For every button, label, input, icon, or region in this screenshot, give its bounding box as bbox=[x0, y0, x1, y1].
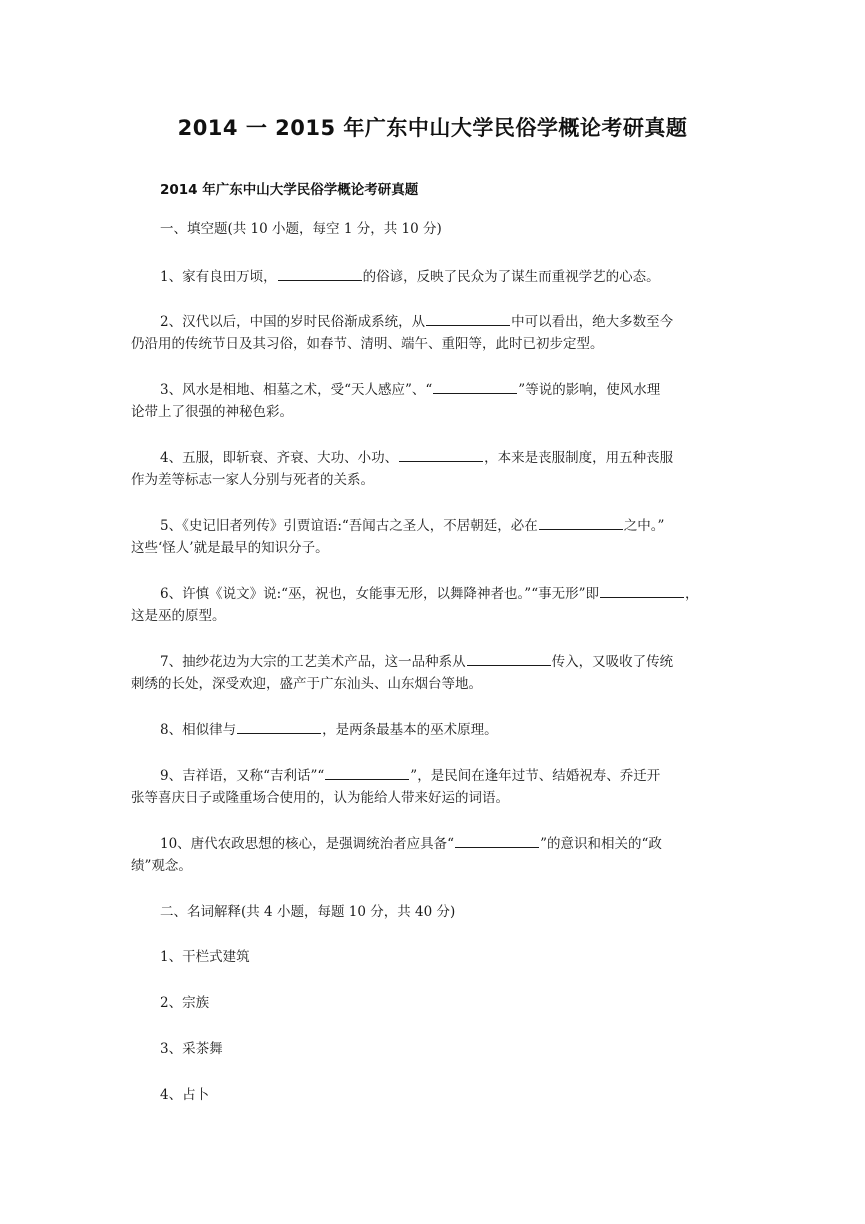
answer-blank bbox=[539, 514, 623, 530]
answer-blank bbox=[455, 832, 539, 848]
question-6: 6、许慎《说文》说:“巫，祝也，女能事无形，以舞降神者也。”“事无形”即 ， bbox=[160, 582, 750, 606]
question-6-cont: 这是巫的原型。 bbox=[131, 608, 226, 624]
subtitle: 2014 年广东中山大学民俗学概论考研真题 bbox=[160, 182, 419, 198]
answer-blank bbox=[278, 265, 362, 281]
question-10-cont: 绩”观念。 bbox=[131, 858, 192, 874]
question-4: 4、五服，即斩衰、齐衰、大功、小功、 ，本来是丧服制度，用五种丧服 bbox=[160, 446, 750, 470]
answer-blank bbox=[237, 718, 321, 734]
term-item: 2、宗族 bbox=[160, 995, 210, 1011]
question-3: 3、风水是相地、相墓之术，受“天人感应”、“ ”等说的影响，使风水理 bbox=[160, 378, 750, 402]
answer-blank bbox=[433, 378, 517, 394]
question-8: 8、相似律与 ，是两条最基本的巫术原理。 bbox=[160, 718, 750, 742]
question-3-cont: 论带上了很强的神秘色彩。 bbox=[131, 404, 293, 420]
section-1-heading: 一、填空题(共 10 小题，每空 1 分，共 10 分) bbox=[160, 221, 442, 237]
question-9-cont: 张等喜庆日子或隆重场合使用的，认为能给人带来好运的词语。 bbox=[131, 790, 509, 806]
question-7-cont: 刺绣的长处，深受欢迎，盛产于广东汕头、山东烟台等地。 bbox=[131, 676, 482, 692]
answer-blank bbox=[600, 582, 684, 598]
question-10: 10、唐代农政思想的核心，是强调统治者应具备“ ”的意识和相关的“政 bbox=[160, 832, 750, 856]
term-item: 1、干栏式建筑 bbox=[160, 949, 250, 965]
answer-blank bbox=[325, 764, 409, 780]
term-item: 3、采茶舞 bbox=[160, 1041, 223, 1057]
page-title: 2014 一 2015 年广东中山大学民俗学概论考研真题 bbox=[177, 116, 688, 140]
answer-blank bbox=[399, 446, 483, 462]
term-item: 4、占卜 bbox=[160, 1087, 210, 1103]
question-5: 5、《史记旧者列传》引贾谊语:“吾闻古之圣人，不居朝廷，必在 之中。” bbox=[160, 514, 750, 538]
question-2-cont: 仍沿用的传统节日及其习俗，如春节、清明、端午、重阳等，此时已初步定型。 bbox=[131, 336, 604, 352]
question-9: 9、吉祥语，又称“吉利话”“ ”，是民间在逢年过节、结婚祝寿、乔迁开 bbox=[160, 764, 750, 788]
question-1: 1、家有良田万顷， 的俗谚，反映了民众为了谋生而重视学艺的心态。 bbox=[160, 265, 750, 289]
section-2-heading: 二、名词解释(共 4 小题，每题 10 分，共 40 分) bbox=[160, 904, 456, 920]
answer-blank bbox=[426, 310, 510, 326]
answer-blank bbox=[467, 650, 551, 666]
question-4-cont: 作为差等标志一家人分别与死者的关系。 bbox=[131, 472, 374, 488]
question-7: 7、抽纱花边为大宗的工艺美术产品，这一品种系从 传入，又吸收了传统 bbox=[160, 650, 750, 674]
question-5-cont: 这些‘怪人’就是最早的知识分子。 bbox=[131, 540, 329, 556]
question-2: 2、汉代以后，中国的岁时民俗渐成系统，从 中可以看出，绝大多数至今 bbox=[160, 310, 750, 334]
